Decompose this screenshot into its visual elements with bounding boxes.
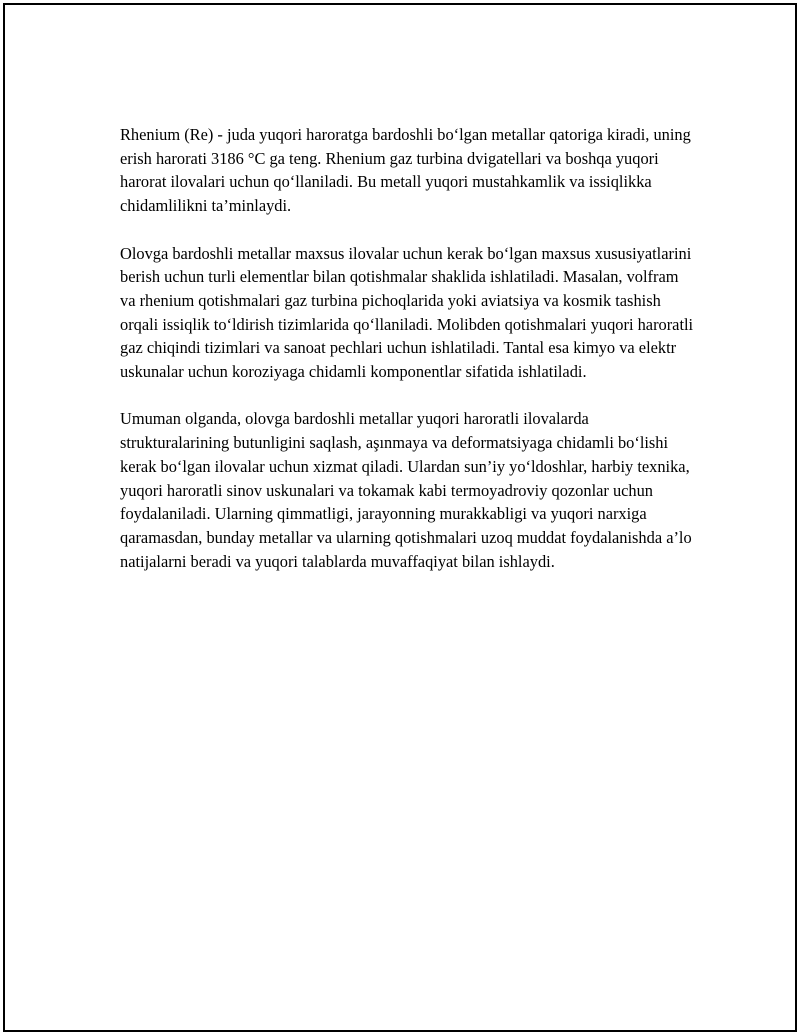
paragraph-summary: Umuman olganda, olovga bardoshli metallar yuqori haroratli ilovalarda strukturalarining butunligini saqlash, aşınmaya va deformatsiyaga chidamli bo‘lishi kerak bo‘lgan ilovalar uchun xizmat qiladi. Ulardan sun’iy yo‘ldoshlar, harbiy texnika, yuqori haroratli sinov uskunalari va tokamak kabi termoyadroviy qozonlar uchun foydalaniladi. Ularning qimmatligi, jarayonning murakkabligi va yuqori narxiga qaramasdan, bunday metallar va ularning qotishmalari uzoq muddat foydalanishda a’lo natijalarni beradi va yuqori talablarda muvaffaqiyat bilan ishlaydi. (120, 409, 692, 571)
document-page (3, 3, 797, 1032)
document-body (120, 123, 695, 597)
paragraph-rhenium: Rhenium (Re) - juda yuqori haroratga bardoshli bo‘lgan metallar qatoriga kiradi, uning erish harorati 3186 °C ga teng. Rhenium gaz turbina dvigatellari va boshqa yuqori harorat ilovalari uchun qo‘llaniladi. Bu metall yuqori mustahkamlik va issiqlikka chidamlilikni ta’minlaydi. (120, 125, 691, 216)
paragraph-alloys: Olovga bardoshli metallar maxsus ilovalar uchun kerak bo‘lgan maxsus xususiyatlarini berish uchun turli elementlar bilan qotishmalar shaklida ishlatiladi. Masalan, volfram va rhenium qotishmalari gaz turbina pichoqlarida yoki aviatsiya va kosmik tashish orqali issiqlik to‘ldirish tizimlarida qo‘llaniladi. Molibden qotishmalari yuqori haroratli gaz chiqindi tizimlari va sanoat pechlari uchun ishlatiladi. Tantal esa kimyo va elektr uskunalar uchun koroziyaga chidamli komponentlar sifatida ishlatiladi. (120, 243, 694, 382)
